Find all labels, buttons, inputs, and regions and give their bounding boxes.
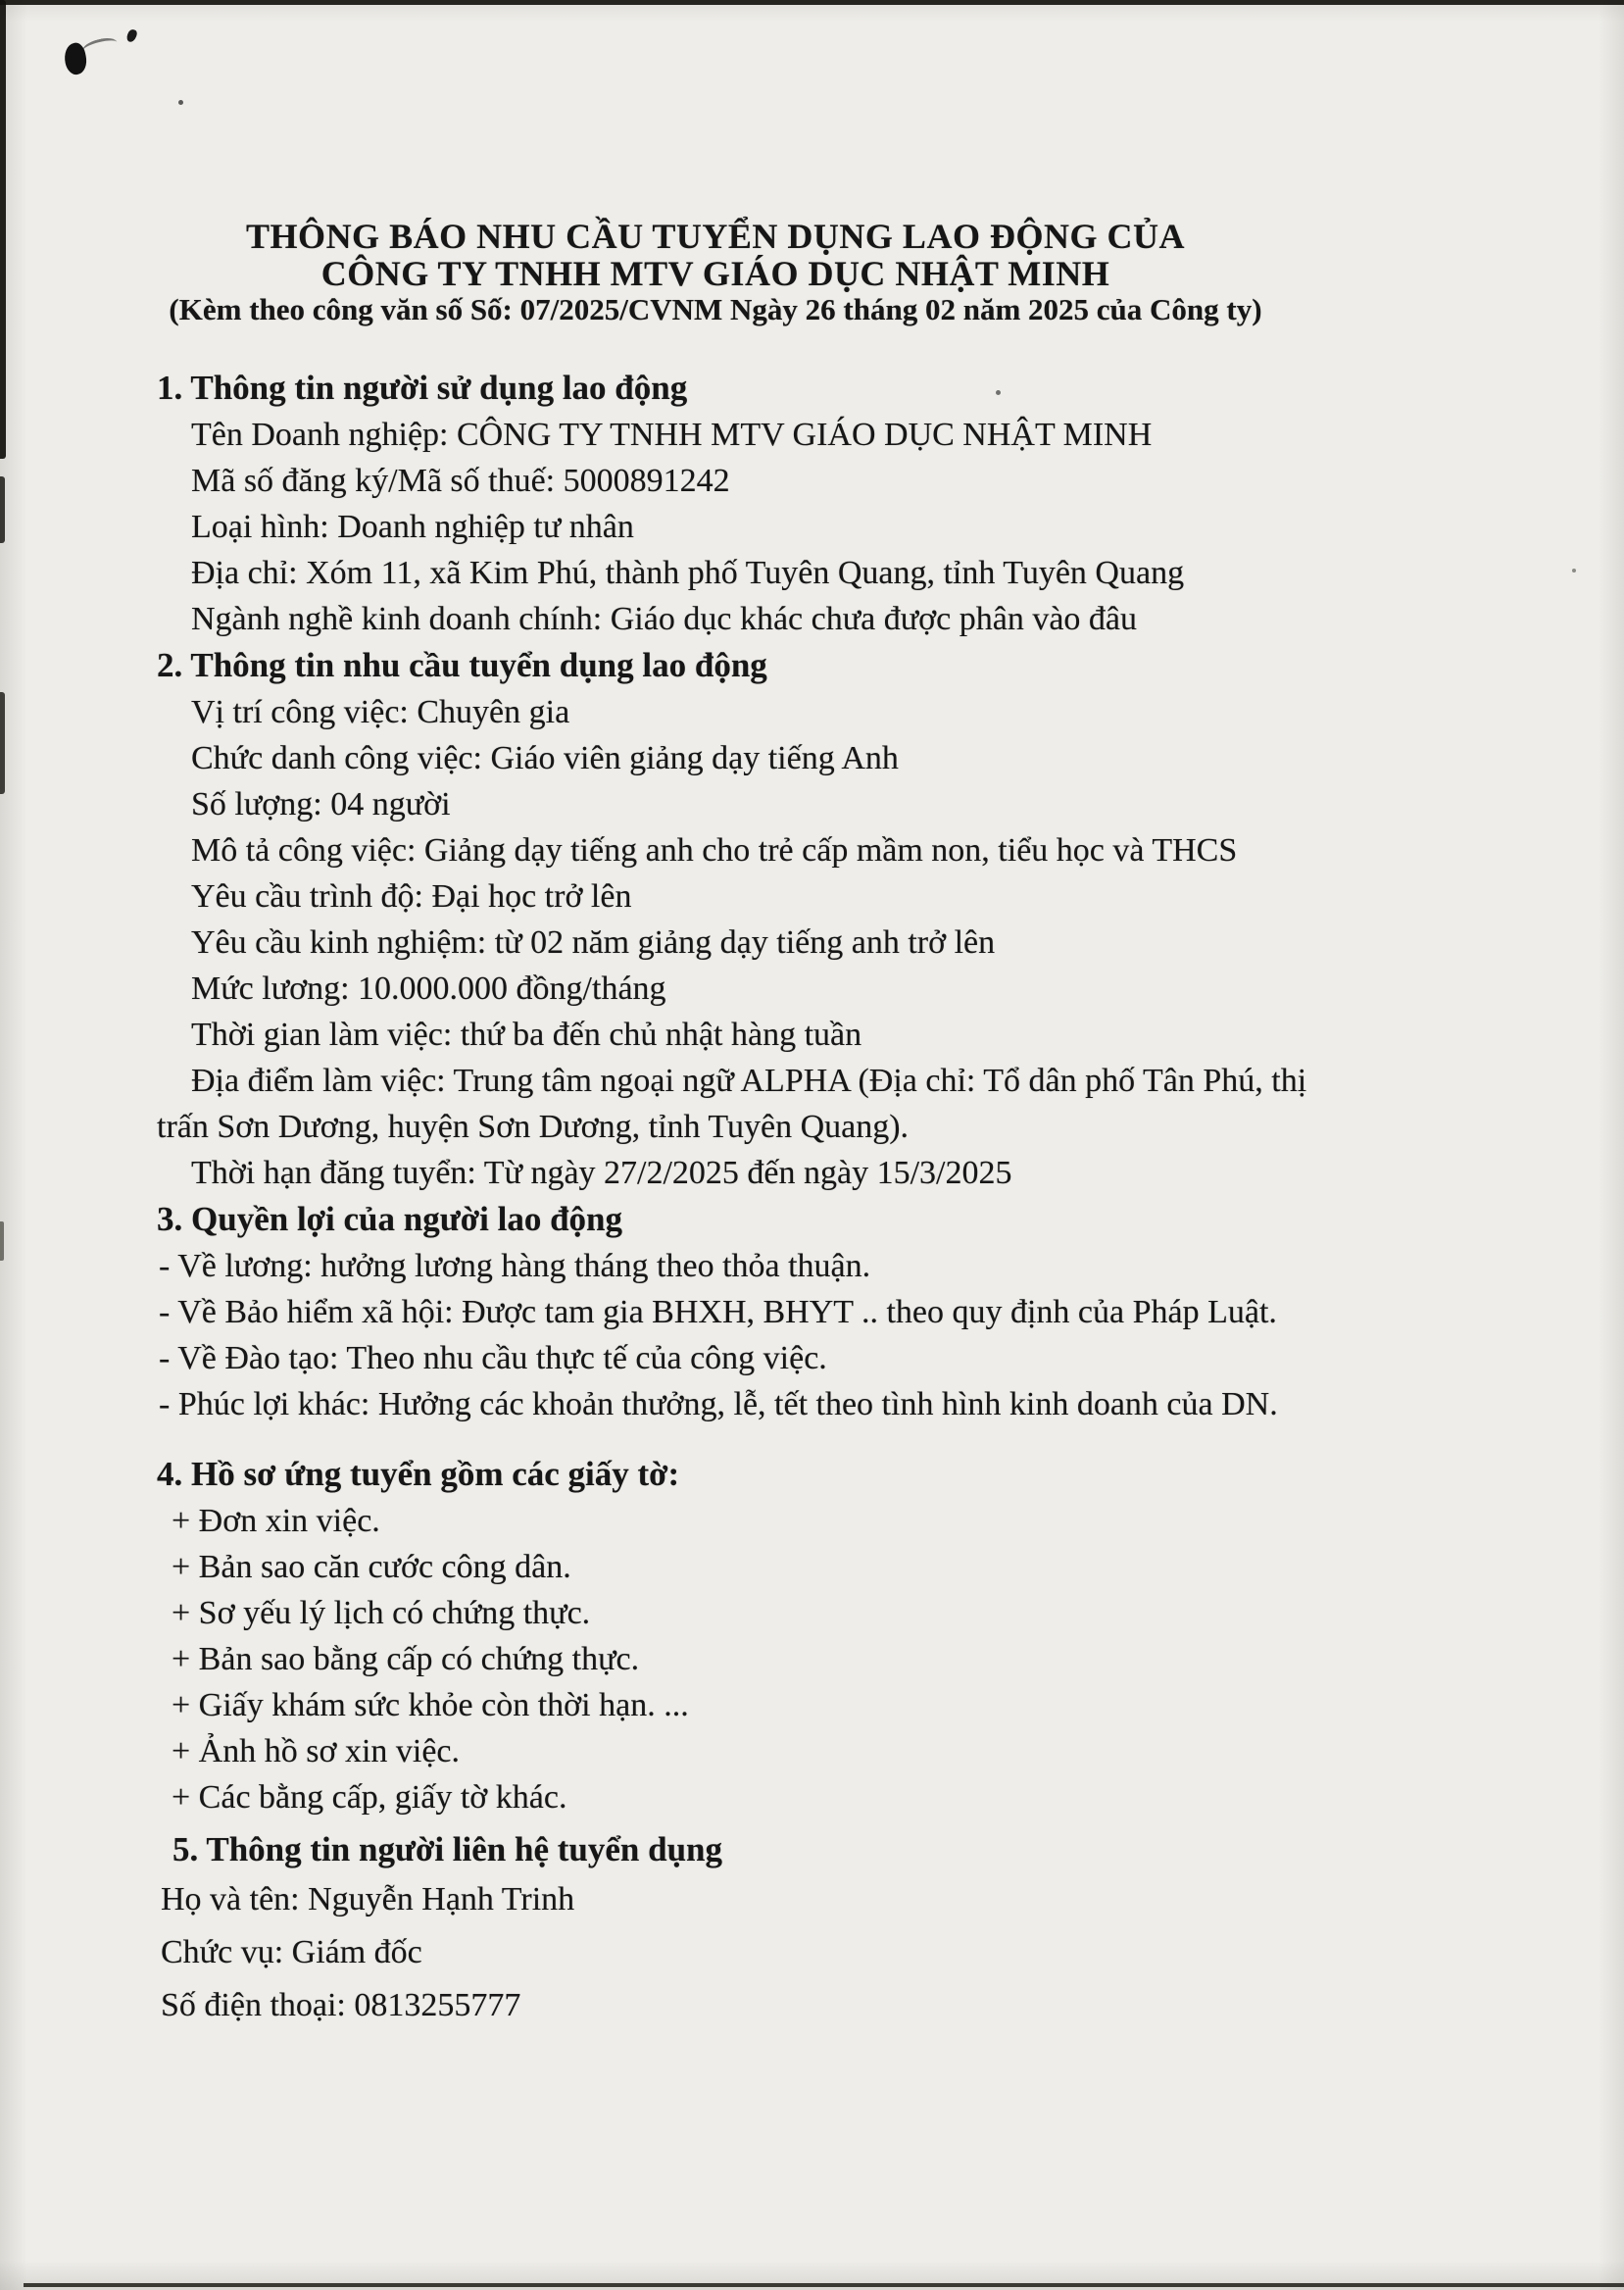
section-employee-benefits: [157, 1196, 1624, 1427]
doc-line: + Bản sao căn cước công dân.: [172, 1549, 571, 1585]
section-2-heading: 2. Thông tin nhu cầu tuyển dụng lao động: [157, 646, 767, 684]
doc-line: - Về Bảo hiểm xã hội: Được tam gia BHXH, BHYT .. theo quy định của Pháp Luật.: [159, 1294, 1277, 1330]
document-title-line1: THÔNG BÁO NHU CẦU TUYỂN DỤNG LAO ĐỘNG CỦA: [246, 217, 1185, 256]
section-3-heading: 3. Quyền lợi của người lao động: [157, 1200, 622, 1238]
doc-line: + Bản sao bằng cấp có chứng thực.: [172, 1641, 640, 1677]
doc-line: Số điện thoại: 0813255777: [161, 1987, 521, 2023]
section-recruitment-demand: [157, 642, 1624, 1196]
document-title-line2: CÔNG TY TNHH MTV GIÁO DỤC NHẬT MINH: [320, 254, 1110, 293]
doc-line: - Phúc lợi khác: Hưởng các khoản thưởng, lễ, tết theo tình hình kinh doanh của DN.: [159, 1386, 1278, 1422]
doc-line: Họ và tên: Nguyễn Hạnh Trinh: [161, 1881, 575, 1917]
section-1-heading: 1. Thông tin người sử dụng lao động: [157, 369, 688, 407]
doc-line: Thời gian làm việc: thứ ba đến chủ nhật hàng tuần: [191, 1017, 862, 1053]
doc-line: Vị trí công việc: Chuyên gia: [191, 694, 570, 730]
doc-line: Mô tả công việc: Giảng dạy tiếng anh cho trẻ cấp mầm non, tiểu học và THCS: [191, 832, 1238, 869]
scan-edge-bottom: [24, 2283, 1624, 2287]
doc-line: + Sơ yếu lý lịch có chứng thực.: [172, 1595, 591, 1631]
doc-line: + Ảnh hồ sơ xin việc.: [172, 1733, 461, 1769]
doc-line: Địa chỉ: Xóm 11, xã Kim Phú, thành phố Tuyên Quang, tỉnh Tuyên Quang: [191, 555, 1185, 591]
doc-line: Thời hạn đăng tuyển: Từ ngày 27/2/2025 đến ngày 15/3/2025: [191, 1155, 1012, 1191]
doc-line: Yêu cầu trình độ: Đại học trở lên: [191, 878, 632, 915]
doc-line: Mức lương: 10.000.000 đồng/tháng: [191, 971, 666, 1007]
doc-line: + Giấy khám sức khỏe còn thời hạn. ...: [172, 1687, 689, 1723]
doc-line: Mã số đăng ký/Mã số thuế: 5000891242: [191, 463, 730, 499]
doc-line: Chức vụ: Giám đốc: [161, 1934, 422, 1970]
doc-line: - Về Đào tạo: Theo nhu cầu thực tế của công việc.: [159, 1340, 827, 1376]
doc-line: Số lượng: 04 người: [191, 786, 451, 822]
section-application-documents: [157, 1451, 1624, 1820]
doc-line: Tên Doanh nghiệp: CÔNG TY TNHH MTV GIÁO DỤC NHẬT MINH: [191, 417, 1153, 453]
section-4-heading: 4. Hồ sơ ứng tuyển gồm các giấy tờ:: [157, 1455, 680, 1493]
section-contact-info: [157, 1826, 1624, 2032]
doc-line: - Về lương: hưởng lương hàng tháng theo thỏa thuận.: [159, 1248, 871, 1284]
section-5-heading: 5. Thông tin người liên hệ tuyển dụng: [172, 1830, 723, 1868]
doc-line-continuation: trấn Sơn Dương, huyện Sơn Dương, tỉnh Tuyên Quang).: [157, 1109, 910, 1145]
doc-line: Địa điểm làm việc: Trung tâm ngoại ngữ ALPHA (Địa chỉ: Tổ dân phố Tân Phú, thị: [191, 1063, 1307, 1099]
doc-line: Yêu cầu kinh nghiệm: từ 02 năm giảng dạy tiếng anh trở lên: [191, 924, 996, 961]
doc-line: + Các bằng cấp, giấy tờ khác.: [172, 1779, 567, 1816]
doc-line: Ngành nghề kinh doanh chính: Giáo dục khác chưa được phân vào đâu: [191, 601, 1137, 637]
section-employer-info: [157, 365, 1624, 642]
doc-line: + Đơn xin việc.: [172, 1503, 380, 1539]
doc-line: Loại hình: Doanh nghiệp tư nhân: [191, 509, 634, 545]
document-subtitle: (Kèm theo công văn số Số: 07/2025/CVNM Ngày 26 tháng 02 năm 2025 của Công ty): [169, 292, 1262, 326]
doc-line: Chức danh công việc: Giáo viên giảng dạy tiếng Anh: [191, 740, 899, 776]
document-title-block: [157, 218, 1274, 327]
